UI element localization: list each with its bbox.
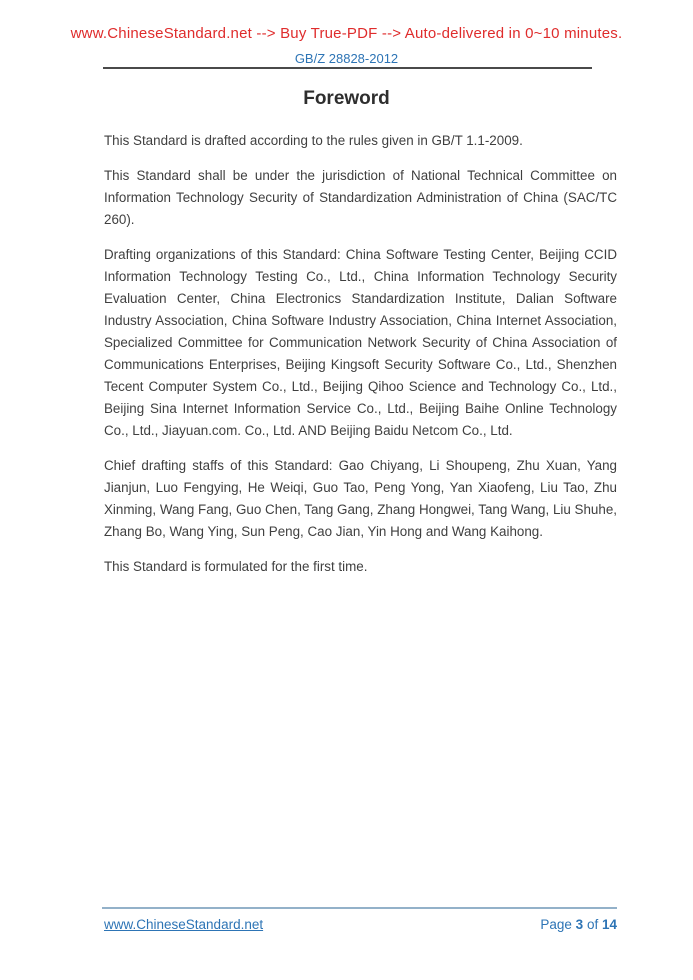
paragraph-first-time: This Standard is formulated for the first time. bbox=[104, 559, 368, 574]
paragraph-chief-drafting-staffs: Chief drafting staffs of this Standard: Gao Chiyang, Li Shoupeng, Zhu Xuan, Yang Jianjun, Luo Fengying, He Weiqi, Guo Tao, Peng Yong, Yan Xiaofeng, Liu Tao, Zhu Xinming, Wang Fang, Guo Chen, Tang Gang, Zhang Hongwei, Tang Wang, Liu Shuhe, Zhang Bo, Wang Ying, Sun Peng, Cao Jian, Yin Hong and Wang Kaihong. bbox=[104, 458, 617, 539]
page-footer bbox=[104, 917, 617, 932]
page-label: Page bbox=[540, 917, 572, 932]
page-number-total: 14 bbox=[601, 917, 617, 932]
paragraph-jurisdiction: This Standard shall be under the jurisdiction of National Technical Committee on Information Technology Security of Standardization Administration of China (SAC/TC 260). bbox=[104, 168, 617, 227]
footer-site-link[interactable]: www.ChineseStandard.net bbox=[104, 917, 264, 932]
standard-number: GB/Z 28828-2012 bbox=[294, 51, 399, 66]
header-divider bbox=[103, 67, 592, 69]
page-title: Foreword bbox=[303, 88, 390, 109]
page-of-label: of bbox=[586, 917, 599, 932]
paragraph-drafting-rules: This Standard is drafted according to the rules given in GB/T 1.1-2009. bbox=[104, 133, 523, 148]
footer-divider bbox=[102, 907, 617, 909]
page-indicator bbox=[540, 917, 617, 932]
paragraph-drafting-organizations: Drafting organizations of this Standard: China Software Testing Center, Beijing CCID Information Technology Testing Co., Ltd., China Information Technology Security Evaluation Center, China Electronics Standardization Institute, Dalian Software Industry Association, China Software Industry Association, China Internet Association, Specialized Committee for Communication Network Security of China Association of Communications Enterprises, Beijing Kingsoft Security Software Co., Ltd., Shenzhen Tecent Computer System Co., Ltd., Beijing Qihoo Science and Technology Co., Ltd., Beijing Sina Internet Information Service Co., Ltd., Beijing Baihe Online Technology Co., Ltd., Jiayuan.com. Co., Ltd. AND Beijing Baidu Netcom Co., Ltd. bbox=[104, 247, 617, 438]
promo-banner-text: www.ChineseStandard.net --> Buy True-PDF --> Auto-delivered in 0~10 minutes. bbox=[70, 25, 623, 42]
document-body bbox=[104, 130, 617, 591]
page-number-current: 3 bbox=[575, 917, 584, 932]
